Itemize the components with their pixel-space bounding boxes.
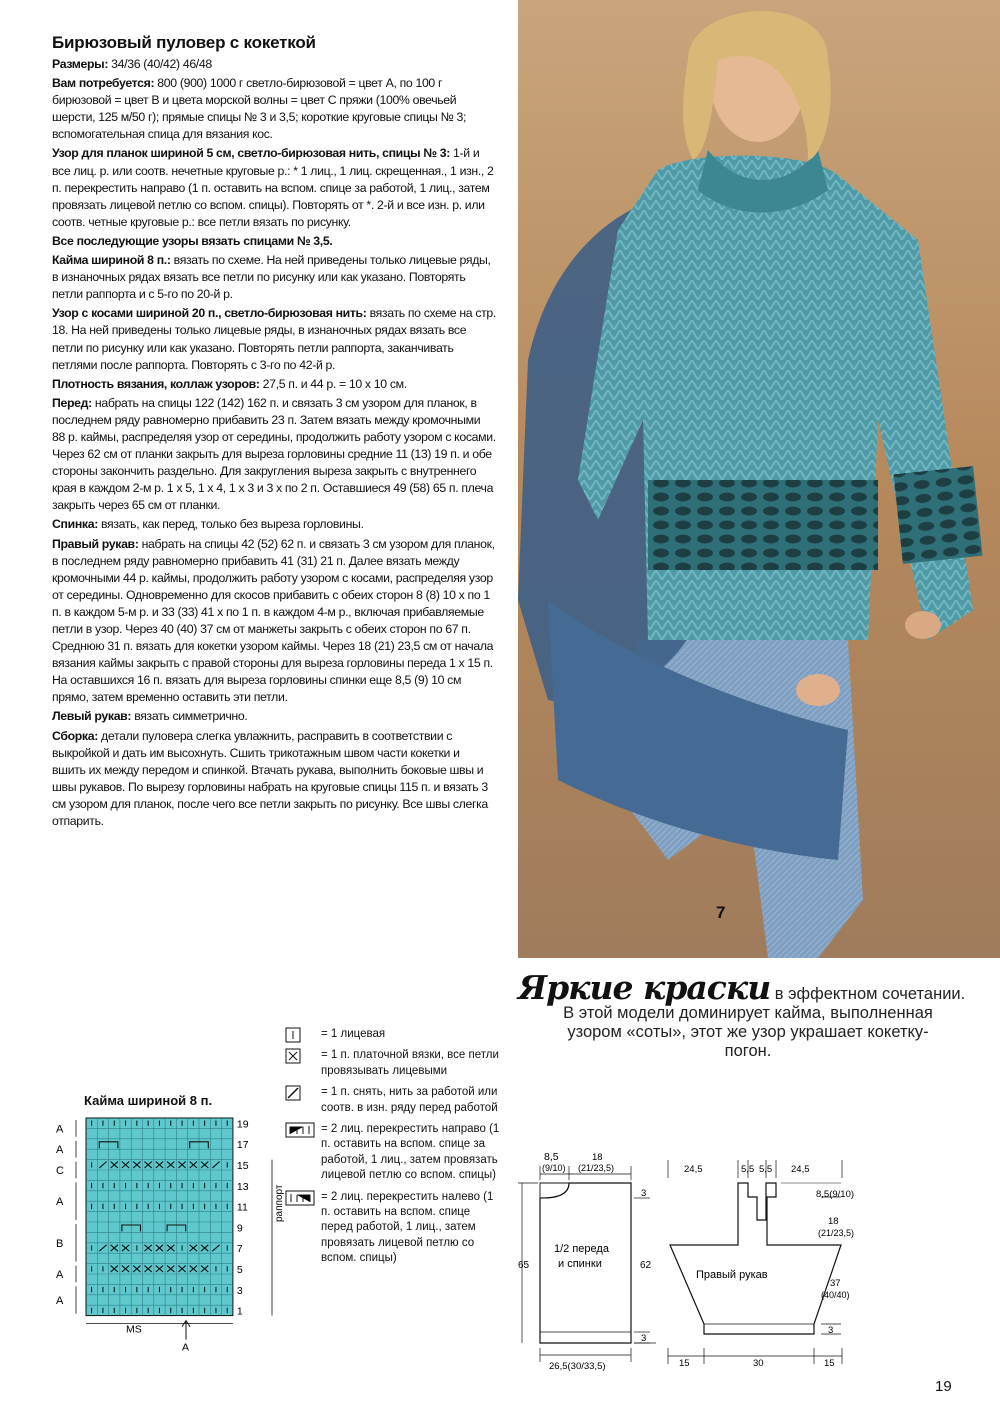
paragraph-heading: Плотность вязания, коллаж узоров: — [52, 376, 260, 391]
sleeve-dim-top-left: 24,5 — [684, 1164, 703, 1175]
chart-row-number: 19 — [236, 1118, 249, 1131]
sleeve-dim-r2-sub: (21/23,5) — [818, 1228, 855, 1238]
body-label-line2: и спинки — [558, 1258, 602, 1270]
paragraph-text: 34/36 (40/42) 46/48 — [108, 57, 212, 71]
legend-item-garter: = 1 п. платочной вязки, все петли провязывать лицевыми — [285, 1048, 500, 1079]
paragraph-text: 800 (900) 1000 г светло-бирюзовой = цвет А, по 100 г бирюзовой = цвет В и цвета морской волны = цвет С пряжи (100% овечьей шерсти, 125 м/50 г); прямые спицы № 3 и 3,5; короткие круговые спицы № 3; вспомогательная спица для вязания кос. — [52, 76, 467, 142]
article-paragraph — [52, 75, 496, 143]
chart-row-number: 9 — [236, 1222, 243, 1235]
chart-row-number: 17 — [236, 1139, 249, 1152]
chart-title: Кайма шириной 8 п. — [84, 1093, 213, 1108]
headline-title: Яркие краски — [518, 968, 771, 1007]
body-dim-top-right: 18 — [592, 1152, 603, 1163]
paragraph-heading: Размеры: — [52, 57, 109, 71]
paragraph-heading: Все последующие узоры вязать спицами № 3,5. — [52, 233, 333, 248]
paragraph-heading: Спинка: — [52, 517, 98, 532]
body-dim-height-right: 62 — [640, 1260, 652, 1271]
cross-left-symbol-icon — [285, 1190, 315, 1206]
chart-arrow-label: A — [182, 1341, 190, 1354]
body-dim-band-top: 3 — [641, 1188, 647, 1199]
knit-symbol-icon — [285, 1027, 315, 1043]
paragraph-text: вязать по схеме. На ней приведены только лицевые ряды, в изнаночных рядах вязать все петли по рисунку или как указано. Повторять петли раппорта и с 5-го по 20-й р. — [52, 253, 491, 302]
chart-row-number: 7 — [236, 1243, 243, 1256]
legend-item-knit: = 1 лицевая — [285, 1027, 500, 1042]
chart-color-label: A — [56, 1269, 64, 1281]
article-body — [52, 56, 496, 830]
chart-row-number: 13 — [236, 1180, 249, 1193]
paragraph-text: набрать на спицы 122 (142) 162 п. и связать 3 см узором для планок, в последнем ряду равномерно прибавить 23 п. Затем вязать между кромочными 88 р. каймы, распределяя узор от середины, продолжить работу узором с косами. Через 62 см от планки закрыть для выреза горловины средние 11 (13) 19 п. и обе стороны закончить раздельно. Для закругления выреза закрыть с внутреннего края в каждом 2-м р. 1 х 5, 1 х 4, 1 х 3 и 3 х по 2 п. Оставшиеся 49 (58) 65 п. плеча закрыть через 65 см от планки. — [52, 395, 496, 513]
chart-rapport-label: раппорт — [274, 1184, 285, 1222]
chart-ms-label: MS — [126, 1323, 142, 1336]
paragraph-text: вязать, как перед, только без выреза горловины. — [97, 517, 364, 532]
paragraph-heading: Левый рукав: — [52, 709, 132, 724]
article-paragraph — [52, 376, 496, 393]
paragraph-heading: Правый рукав: — [52, 536, 139, 551]
headline-lead: в эффектном сочетании. — [770, 985, 966, 1003]
chart-row-number: 5 — [236, 1264, 243, 1276]
cross-right-symbol-icon — [285, 1122, 315, 1138]
slip-symbol-icon — [285, 1085, 315, 1101]
body-label-line1: 1/2 переда — [554, 1243, 609, 1255]
article-title: Бирюзовый пуловер с кокеткой — [52, 33, 316, 52]
chart-legend — [285, 1027, 500, 1273]
paragraph-text: вязать симметрично. — [131, 709, 248, 724]
article-text — [52, 32, 496, 832]
body-dim-top-right-sub: (21/23,5) — [578, 1163, 615, 1173]
headline-line: В этой модели доминирует кайма, выполненная — [563, 1004, 933, 1022]
chart-color-label: A — [56, 1196, 64, 1209]
article-paragraph — [52, 56, 496, 73]
paragraph-heading: Узор с косами шириной 20 п., светло-бирюзовая нить: — [52, 306, 367, 321]
headline-line: погон. — [724, 1042, 772, 1060]
chart-color-label: B — [56, 1237, 64, 1250]
article-paragraph — [52, 145, 496, 230]
chart-color-label: A — [56, 1295, 64, 1307]
chart-row-number: 3 — [236, 1284, 243, 1297]
model-photo — [518, 0, 1000, 958]
headline-block — [518, 968, 978, 1061]
paragraph-text: детали пуловера слегка увлажнить, расправить в соответствии с выкройкой и дать им высохнуть. Сшить трикотажным швом части кокетки и вшить их между передом и спинкой. Втачать рукава, выполнить боковые швы и швы рукавов. По вырезу горловины набрать на круговые спицы 115 п. и вязать 3 см узором для планок, после чего все петли закрыть по рисунку. Все швы слегка отпарить. — [52, 728, 488, 829]
sleeve-dim-top-right: 24,5 — [791, 1164, 810, 1175]
paragraph-text: вязать по схеме на стр. 18. На ней приведены только лицевые ряды, в изнаночных рядах вязать все петли по рисунку или как указано. Повторять петли раппорта, заканчивать петлями после раппорта. Повторять с 3-го по 42-й р. — [52, 306, 496, 372]
sleeve-dim-r3-sub: (40/40) — [821, 1290, 850, 1300]
legend-item-cross-left: = 2 лиц. перекрестить налево (1 п. оставить на вспом. спице перед работой, 1 лиц., затем провязать лицевой петлю со вспом. спицы) — [285, 1190, 500, 1267]
sleeve-dim-band: 3 — [828, 1325, 834, 1336]
sleeve-dim-bottom-mid: 30 — [753, 1358, 764, 1369]
paragraph-text: набрать на спицы 42 (52) 62 п. и связать 3 см узором для планок, в последнем ряду равномерно прибавить 41 (31) 21 п. Далее вязать между кромочными 44 р. каймы, продолжить работу узором с косами, распределяя узор от середины. Одновременно для скосов прибавить с обеих сторон 8 (8) 10 х по 1 п. в каждом 5-м р. и 33 (33) 41 х по 1 п. в каждом 4-м р., включая прибавляемые петли в узор. Через 40 (40) 37 см от манжеты закрыть с обеих сторон по 67 п. Среднюю 31 п. вязать для кокетки узором каймы. Через 18 (21) 23,5 см от начала вязания каймы закрыть с правой стороны для выреза горловины переда 1 х 15 п. На оставшихся 16 п. вязать для выреза горловины спинки еще 8,5 (9) 10 см прямо, затем временно оставить эти петли. — [52, 536, 495, 705]
chart-color-label: C — [56, 1165, 64, 1177]
article-paragraph — [52, 233, 496, 250]
sleeve-dim-r2: 18 — [828, 1216, 839, 1227]
paragraph-text: 1-й и все лиц. р. или соотв. нечетные круговые р.: * 1 лиц., 1 лиц. скрещенная., 1 изн., 2 п. перекрестить направо (1 п. оставить на вспом. спице за работой, 1 лиц., затем провязать лицевой петлю со вспом. спицы). Повторять от *. 2-й и все изн. р. или соотв. четные круговые р.: все петли вязать по рисунку. — [52, 146, 494, 229]
photo-illustration — [518, 0, 1000, 958]
chart-row-number: 1 — [236, 1305, 243, 1318]
sleeve-label: Правый рукав — [696, 1269, 768, 1281]
legend-item-slip: = 1 п. снять, нить за работой или соотв. в изн. ряду перед работой — [285, 1085, 500, 1116]
chart-row-number: 11 — [236, 1201, 248, 1214]
paragraph-heading: Кайма шириной 8 п.: — [52, 253, 171, 268]
page-number: 19 — [935, 1378, 952, 1395]
knitting-chart-svg — [50, 1110, 285, 1354]
paragraph-heading: Узор для планок шириной 5 см, светло-бирюзовая нить, спицы № 3: — [52, 146, 450, 161]
cross-symbol-icon — [285, 1048, 315, 1064]
chart-grid-bg — [86, 1118, 233, 1316]
sleeve-dim-bottom-right: 15 — [824, 1358, 835, 1369]
sleeve-dim-r3: 37 — [830, 1278, 841, 1289]
article-paragraph — [52, 728, 496, 831]
body-dim-bottom: 26,5(30/33,5) — [549, 1361, 606, 1372]
chart-color-label: A — [56, 1144, 64, 1157]
body-dim-top-left-sub: (9/10) — [542, 1163, 566, 1173]
headline-line: узором «соты», этот же узор украшает кокетку- — [567, 1023, 929, 1041]
article-paragraph — [52, 708, 496, 725]
article-paragraph — [52, 305, 496, 373]
article-paragraph — [52, 252, 496, 303]
body-dim-band-bottom: 3 — [641, 1333, 647, 1344]
paragraph-heading: Перед: — [52, 395, 92, 410]
paragraph-text: 27,5 п. и 44 р. = 10 х 10 см. — [259, 376, 407, 391]
sleeve-dim-bottom-left: 15 — [679, 1358, 690, 1369]
body-dim-top-left: 8,5 — [544, 1151, 559, 1163]
chart-color-label: A — [56, 1123, 64, 1136]
chart-row-number: 15 — [236, 1160, 249, 1172]
garment-schematic — [516, 1150, 876, 1380]
article-paragraph — [52, 395, 496, 515]
article-paragraph — [52, 536, 496, 707]
photo-number: 7 — [716, 903, 726, 922]
paragraph-heading: Вам потребуется: — [52, 76, 155, 91]
article-paragraph — [52, 516, 496, 533]
sleeve-dim-top-mid1: 5,5 — [741, 1164, 755, 1175]
sleeve-dim-r1: 8,5(9/10) — [816, 1189, 855, 1200]
legend-item-cross-right: = 2 лиц. перекрестить направо (1 п. оставить на вспом. спице за работой, 1 лиц., затем провязать лицевой петлю со вспом. спицы) — [285, 1122, 500, 1184]
body-dim-height-left: 65 — [518, 1260, 530, 1271]
sleeve-dim-top-mid2: 5,5 — [759, 1164, 773, 1175]
schematic-svg — [516, 1150, 876, 1375]
paragraph-heading: Сборка: — [52, 728, 98, 743]
knitting-chart — [50, 1110, 285, 1354]
